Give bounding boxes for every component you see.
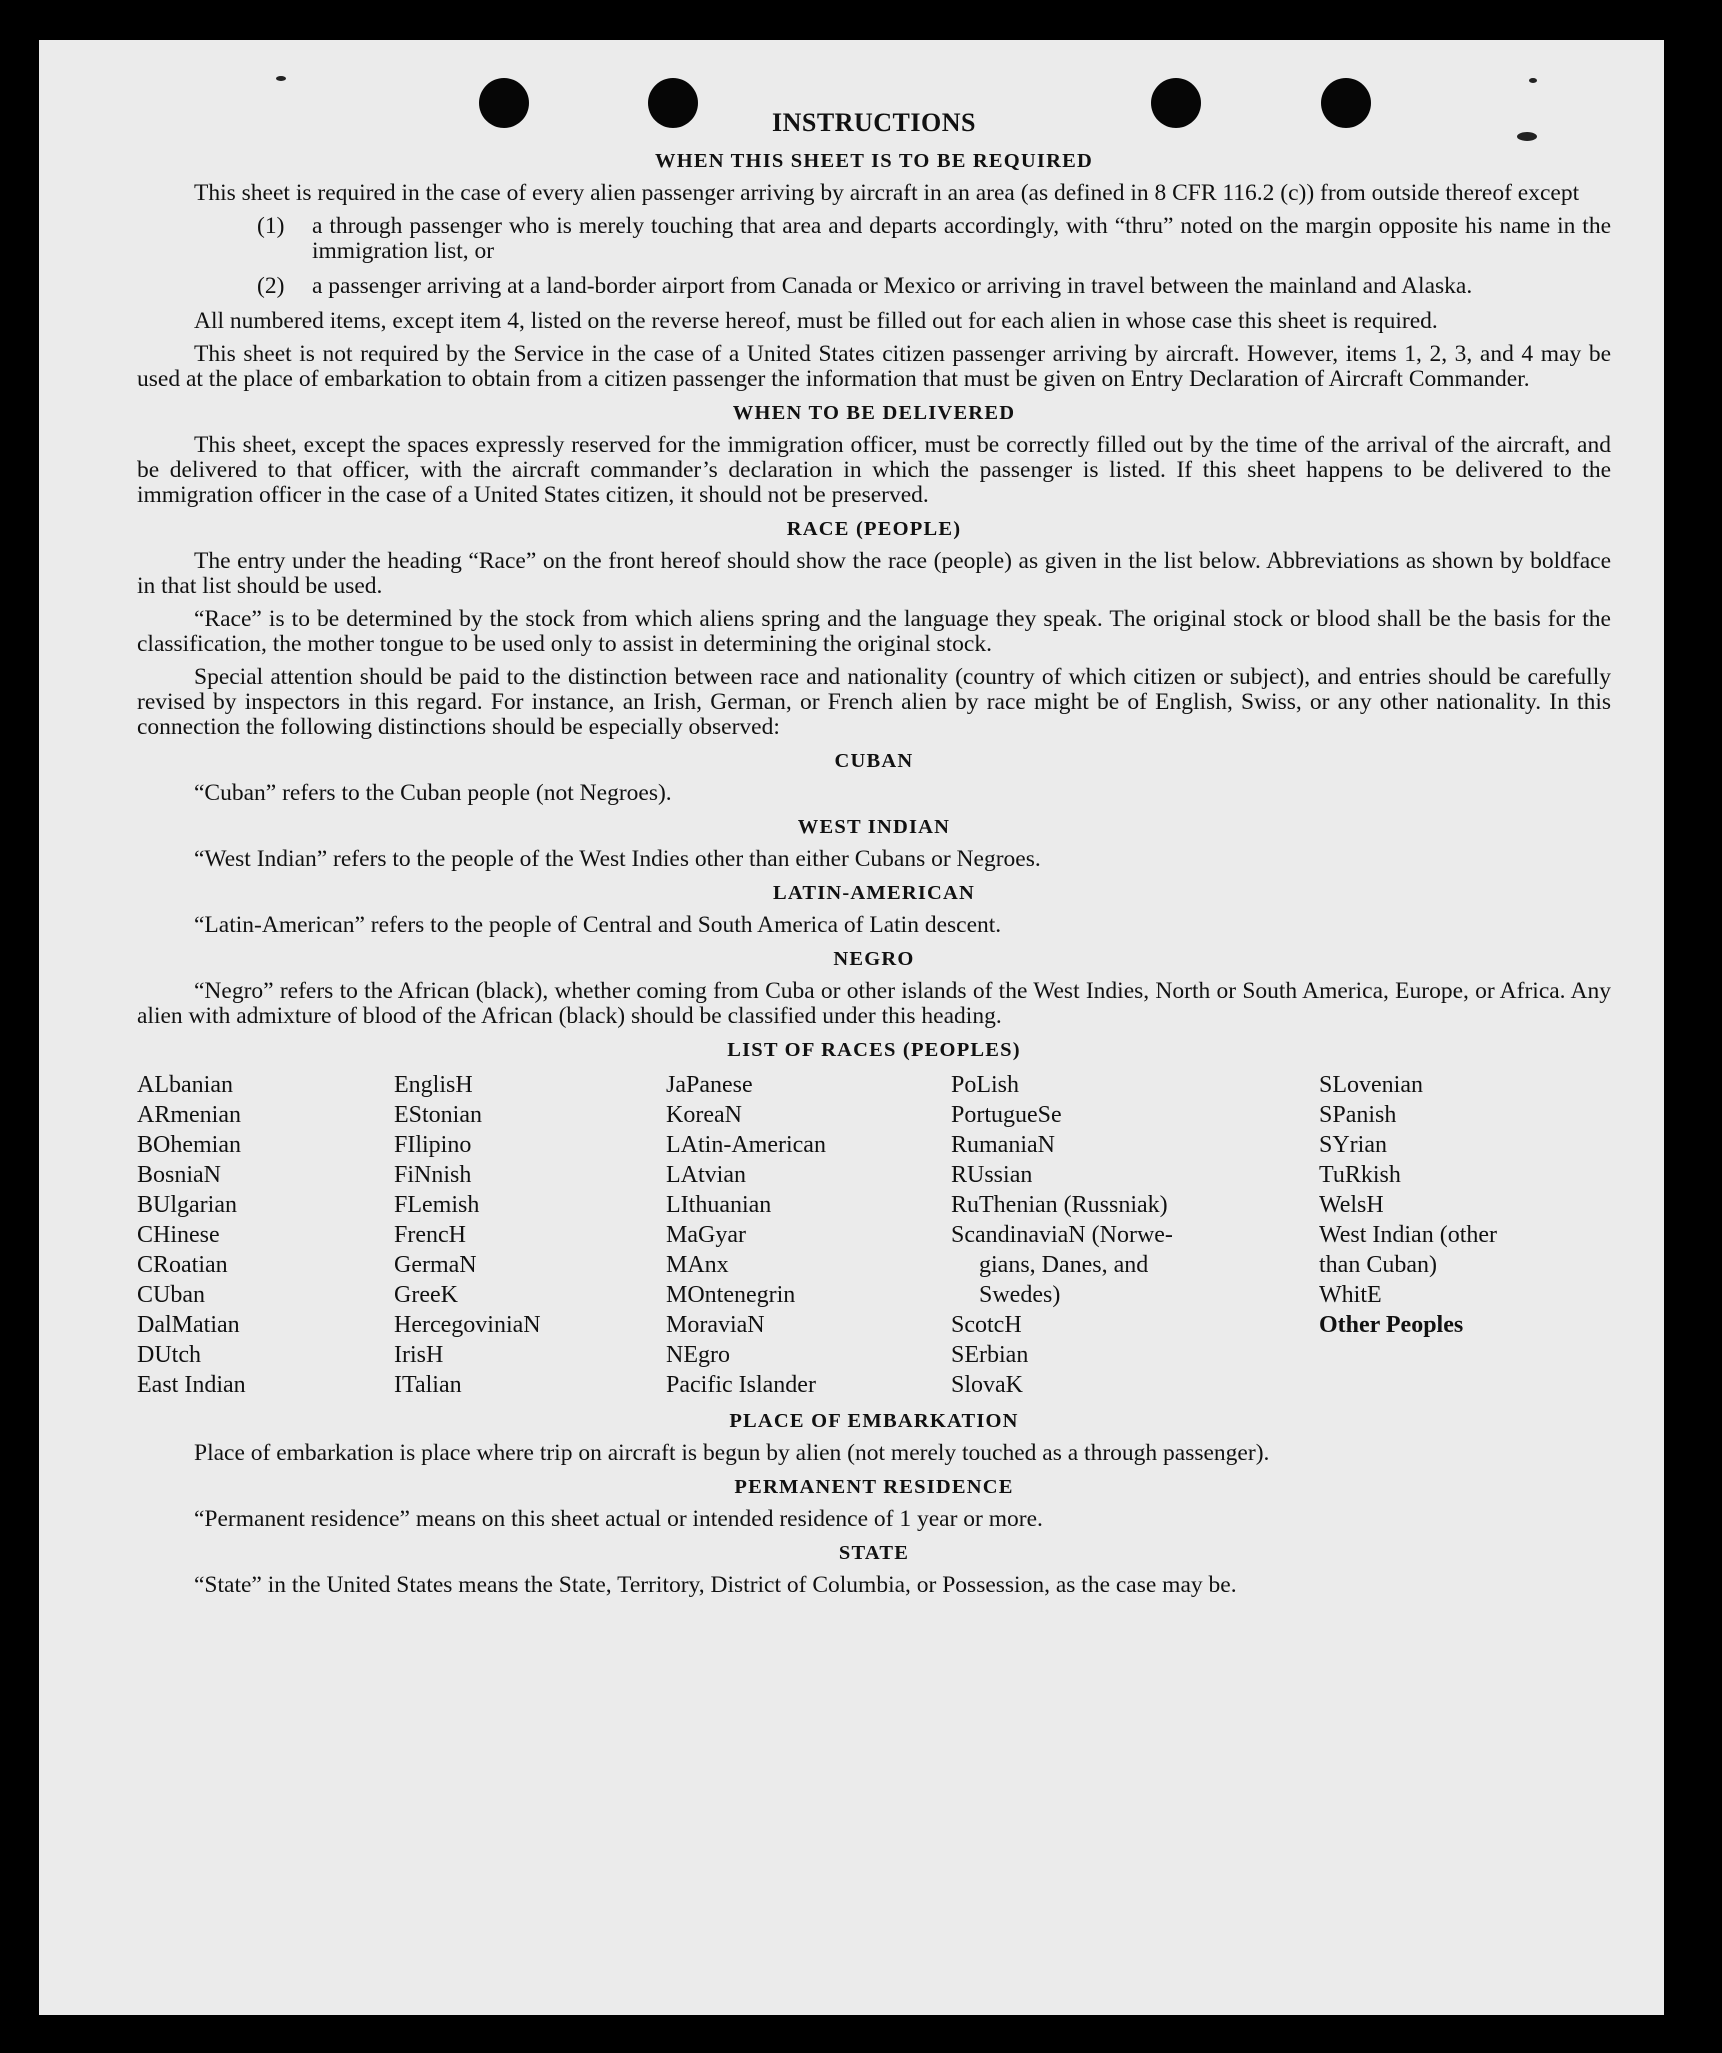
races-column-5: [1319, 1070, 1611, 1400]
race-entry: MoraviaN: [666, 1312, 765, 1338]
paragraph-citizen-passenger: This sheet is not required by the Service in the case of a United States citizen passenger arriving by aircraft. However, items 1, 2, 3, and 4 may be used at the place of embarkation to obtain from a citizen passenger the information that must be given on Entry Declaration of Aircraft Commander.: [137, 341, 1611, 392]
race-entry: EStonian: [394, 1102, 482, 1128]
item-number: (2): [257, 273, 285, 299]
races-column-3: [666, 1070, 951, 1400]
paragraph-when-required-intro: This sheet is required in the case of every alien passenger arriving by aircraft in an area (as defined in 8 CFR 116.2 (c)) from outside thereof except: [194, 180, 1580, 206]
race-entry: IrisH: [394, 1342, 444, 1368]
race-entry: MOntenegrin: [666, 1282, 796, 1308]
paragraph-numbered-items: All numbered items, except item 4, listed on the reverse hereof, must be filled out for each alien in whose case this sheet is required.: [194, 308, 1438, 334]
instructions-content: [137, 102, 1611, 1606]
paragraph-race-nationality: Special attention should be paid to the distinction between race and nationality (country of which citizen or subject), and entries should be carefully revised by inspectors in this regard. For instance, an Irish, German, or French alien by race might be of English, Swiss, or any other nationality. In this connection the following distinctions should be especially observed:: [137, 664, 1611, 740]
race-entry: ScandinaviaN (Norwe-: [951, 1222, 1173, 1248]
race-entry: BosniaN: [137, 1162, 221, 1188]
race-entry: KoreaN: [666, 1102, 742, 1128]
race-entry: GreeK: [394, 1282, 458, 1308]
races-column-2: [394, 1070, 666, 1400]
race-entry: LAtin-American: [666, 1132, 826, 1158]
race-entry: SErbian: [951, 1342, 1029, 1368]
race-entry: SlovaK: [951, 1372, 1023, 1398]
list-item: [257, 214, 1611, 264]
heading-negro: NEGRO: [833, 948, 915, 970]
item-number: (1): [257, 213, 285, 239]
race-entry: RumaniaN: [951, 1132, 1055, 1158]
heading-latin-american: LATIN-AMERICAN: [772, 882, 976, 904]
race-entry: FLemish: [394, 1192, 480, 1218]
paragraph-race-stock: “Race” is to be determined by the stock from which aliens spring and the language they speak. The original stock or blood shall be the basis for the classification, the mother tongue to be used only to assist in determining the original stock.: [137, 606, 1611, 657]
races-column-1: [137, 1070, 394, 1400]
race-entry: CUban: [137, 1282, 205, 1308]
race-entry: HercegoviniaN: [394, 1312, 541, 1338]
list-item: [257, 274, 1611, 299]
heading-place-of-embarkation: PLACE OF EMBARKATION: [729, 1410, 1019, 1432]
page-title: INSTRUCTIONS: [772, 108, 976, 137]
race-entry: CRoatian: [137, 1252, 228, 1278]
heading-cuban: CUBAN: [834, 750, 914, 772]
race-entry: LIthuanian: [666, 1192, 772, 1218]
race-entry: DUtch: [137, 1342, 201, 1368]
paragraph-west-indian: “West Indian” refers to the people of the West Indies other than either Cubans or Negroes.: [194, 846, 1041, 872]
race-entry: SLovenian: [1319, 1072, 1423, 1098]
race-entry: ARmenian: [137, 1102, 241, 1128]
race-entry-continuation: gians, Danes, and: [979, 1252, 1149, 1278]
heading-race: RACE (PEOPLE): [786, 518, 962, 540]
heading-list-of-races: LIST OF RACES (PEOPLES): [727, 1039, 1021, 1061]
race-entry: FrencH: [394, 1222, 466, 1248]
race-entry: FiNnish: [394, 1162, 472, 1188]
paragraph-state: “State” in the United States means the State, Territory, District of Columbia, or Possession, as the case may be.: [194, 1572, 1237, 1598]
race-entry: SYrian: [1319, 1132, 1387, 1158]
paragraph-place-of-embarkation: Place of embarkation is place where trip on aircraft is begun by alien (not merely touched as a through passenger).: [194, 1440, 1270, 1466]
paragraph-negro: “Negro” refers to the African (black), whether coming from Cuba or other islands of the West Indies, North or South America, Europe, or Africa. Any alien with admixture of blood of the African (black) should be classified under this heading.: [137, 978, 1611, 1029]
race-entry: JaPanese: [666, 1072, 753, 1098]
race-entry-continuation: Swedes): [979, 1282, 1061, 1308]
race-entry: PortugueSe: [951, 1102, 1062, 1128]
race-entry: GermaN: [394, 1252, 477, 1278]
paragraph-permanent-residence: “Permanent residence” means on this sheet actual or intended residence of 1 year or more.: [194, 1506, 1043, 1532]
list-of-races: [137, 1070, 1611, 1400]
race-entry: PoLish: [951, 1072, 1020, 1098]
race-entry: SPanish: [1319, 1102, 1397, 1128]
races-column-4: [951, 1070, 1319, 1400]
race-entry: MAnx: [666, 1252, 729, 1278]
item-text: a passenger arriving at a land-border airport from Canada or Mexico or arriving in travel between the mainland and Alaska.: [312, 273, 1473, 299]
item-text: a through passenger who is merely touching that area and departs accordingly, with “thru” noted on the margin opposite his name in the immigration list, or: [312, 213, 1611, 264]
paragraph-cuban: “Cuban” refers to the Cuban people (not Negroes).: [194, 780, 672, 806]
race-entry: East Indian: [137, 1372, 246, 1398]
race-entry: WelsH: [1319, 1192, 1384, 1218]
race-entry: Pacific Islander: [666, 1372, 816, 1398]
race-entry: MaGyar: [666, 1222, 746, 1248]
race-entry: FIlipino: [394, 1132, 472, 1158]
race-entry: ALbanian: [137, 1072, 233, 1098]
heading-when-delivered: WHEN TO BE DELIVERED: [732, 402, 1016, 424]
heading-state: STATE: [838, 1542, 910, 1564]
paragraph-race-entry: The entry under the heading “Race” on the front hereof should show the race (people) as given in the list below. Abbreviations as shown by boldface in that list should be used.: [137, 548, 1611, 599]
race-entry: EnglisH: [394, 1072, 473, 1098]
race-entry: LAtvian: [666, 1162, 746, 1188]
paragraph-latin-american: “Latin-American” refers to the people of Central and South America of Latin descent.: [194, 912, 1002, 938]
race-entry: RuThenian (Russniak): [951, 1192, 1168, 1218]
race-entry: CHinese: [137, 1222, 220, 1248]
race-entry: ITalian: [394, 1372, 462, 1398]
race-entry: TuRkish: [1319, 1162, 1401, 1188]
heading-permanent-residence: PERMANENT RESIDENCE: [734, 1476, 1014, 1498]
heading-when-required: WHEN THIS SHEET IS TO BE REQUIRED: [655, 150, 1093, 172]
race-entry-other-peoples: Other Peoples: [1319, 1312, 1464, 1338]
race-entry: BOhemian: [137, 1132, 241, 1158]
race-entry: NEgro: [666, 1342, 730, 1368]
race-entry: RUssian: [951, 1162, 1033, 1188]
race-entry: BUlgarian: [137, 1192, 237, 1218]
paragraph-when-delivered: This sheet, except the spaces expressly reserved for the immigration officer, must be correctly filled out by the time of the arrival of the aircraft, and be delivered to that officer, with the aircraft commander’s declaration in which the passenger is listed. If this sheet happens to be delivered to the immigration officer in the case of a United States citizen, it should not be preserved.: [137, 432, 1611, 508]
ink-speck: [1529, 78, 1537, 83]
race-entry-continuation: than Cuban): [1319, 1252, 1437, 1278]
race-entry: WhitE: [1319, 1282, 1382, 1308]
ink-speck: [276, 76, 286, 81]
heading-west-indian: WEST INDIAN: [797, 816, 951, 838]
document-sheet: [39, 40, 1664, 2015]
race-entry: ScotcH: [951, 1312, 1022, 1338]
race-entry: DalMatian: [137, 1312, 240, 1338]
race-entry: West Indian (other: [1319, 1222, 1498, 1248]
